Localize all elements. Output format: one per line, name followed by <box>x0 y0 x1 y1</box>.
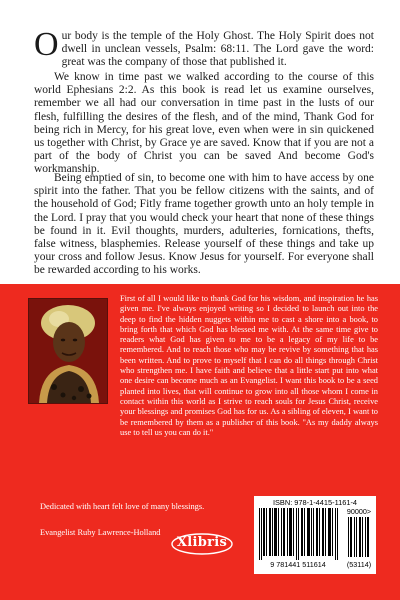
price-suffix: (53114) <box>346 560 372 569</box>
paragraph-1-text: ur body is the temple of the Holy Ghost. The Holy Spirit does not dwell in unclean vessels, Psalm: 68:11. The Lord gave the word: great was the company of those that published it. <box>61 30 374 69</box>
author-photo <box>28 298 108 404</box>
paragraph-2: We know in time past we walked according to the course of this world Ephesians 2:2. As this book is read let us examine ourselves, remember we all had our conversation in time past in the lusts of our flesh, fulfilling the desires of the flesh, and of the mind, Thank God for being rich in Mercy, for his great love, even when were in sin quickened us together with Christ, by Grace ye are saved. Know that if you are not a part of the body of Christ you can be saved And become God's workmanship. <box>34 71 374 176</box>
isbn-text: ISBN: 978-1-4415-1161-4 <box>272 498 358 507</box>
drop-cap: O <box>34 26 59 63</box>
barcode-digits: 9 781441 511614 <box>270 560 326 569</box>
paragraph-1 <box>34 26 374 70</box>
author-portrait-illustration <box>29 299 107 403</box>
price-code: 90000> <box>346 507 372 516</box>
back-cover-text-section <box>0 0 400 284</box>
author-biography: First of all I would like to thank God for his wisdom, and inspiration he has given me. I've always enjoyed writing so I decided to launch out into the deep to find the hidden nuggets within me to cast a shore into a book, to bring forth that which God has blessed me with. At the same time give to readers what God has given to me to be a legacy of my life to be remembered. And to reach those who may be revive by something that has been written. And to prove to myself that I can do all things through Christ who strengthen me. I have faith and believe that a little start put into what one desire can become much as an Evangelist. I want this book to be a seed planted into lives, that will continue to grow into all those whom I come in contact within this world as I strive to reach souls for Jesus Christ, receive your blessings and promises God has for us. As a sibling of eleven, I want to be remembered by them as a publisher of this book. "As my daddy always use to tell us you can do it." <box>120 294 378 437</box>
publisher-logo <box>170 532 234 556</box>
barcode-bars <box>257 508 341 560</box>
isbn-barcode-block <box>254 496 376 574</box>
price-barcode-bars <box>347 517 371 557</box>
publisher-logo-text: Xlibris <box>176 535 228 550</box>
author-signature: Evangelist Ruby Lawrence-Holland <box>40 528 161 537</box>
dedication-text: Dedicated with heart felt love of many blessings. <box>40 502 205 511</box>
paragraph-3: Being emptied of sin, to become one with him to have access by one spirit into the father. That you be fellow citizens with the saints, and of the household of God; Fitly frame together growth unto an holy temple in the Lord. I pray that you would check your heart that none of these things be found in it. Evil thoughts, murders, adulteries, fornications, thefts, false witness, blasphemies. Release yourself of these things and take up your cross and follow Jesus. Know Jesus for yourself. For everyone shall be rewarded according to his works. <box>34 172 374 277</box>
